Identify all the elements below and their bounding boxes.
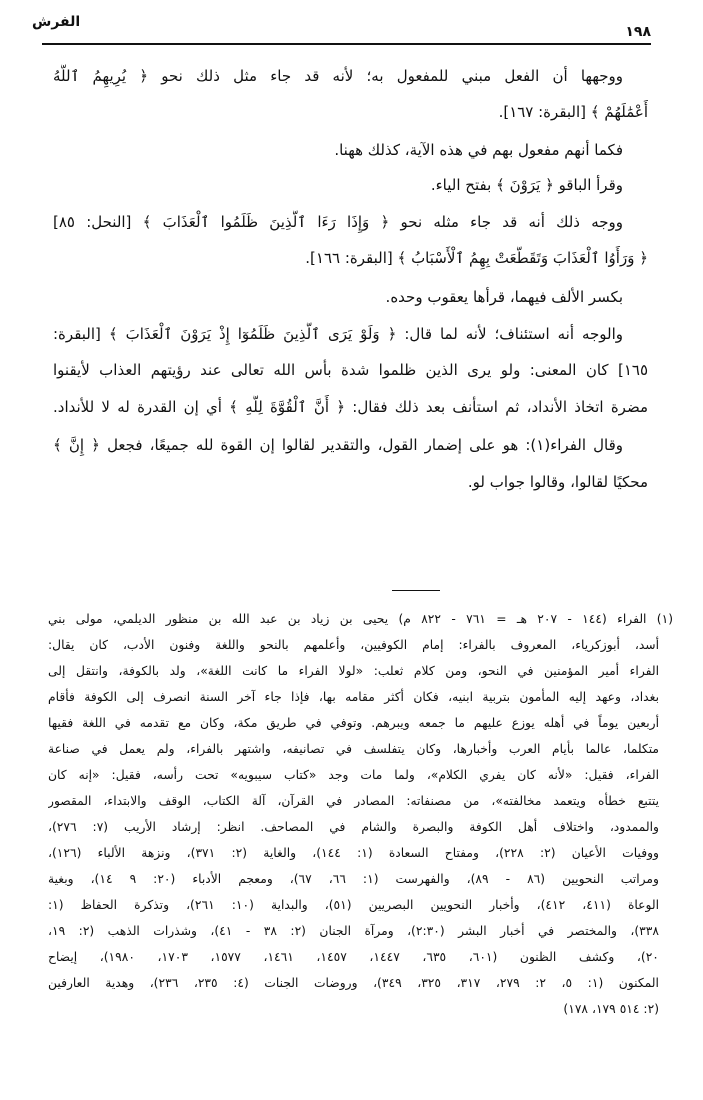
text-line: مضرة اتخاذ الأنداد، ثم استأنف بعد ذلك فقال: ﴿ أَنَّ ٱلْقُوَّةَ لِلَّهِ ﴾ أي إن القدرة له لا للأنداد.: [53, 398, 648, 416]
footnote-separator: [392, 590, 440, 591]
text-line: والوجه أنه استئناف؛ لأنه لما قال: ﴿ وَلَوْ يَرَى ٱلَّذِينَ ظَلَمُوٓا إِذْ يَرَوْنَ ٱلْعَذَابَ ﴾ [البقرة:: [53, 325, 623, 343]
footnote-line: ٣٣٨)، والمختصر في أخبار البشر (٢:٣٠)، ومرآة الجنان (٢: ٣٨ - ٤١)، وشذرات الذهب (٢: ١٩،: [48, 924, 659, 938]
footnote-line: (١) الفراء (١٤٤ - ٢٠٧ هـ = ٧٦١ - ٨٢٢ م) يحيى بن زياد بن عبد الله بن منظور الديلمي، مولى بني: [48, 612, 673, 626]
footnote-line: ومراتب النحويين (٨٦ - ٨٩)، والفهرست (١: ٦٦، ٦٧)، ومعجم الأدباء (٢٠: ٩ ١٤)، وبغية: [48, 872, 659, 886]
text-line: بكسر الألف فيهما، قرأها يعقوب وحده.: [385, 288, 623, 306]
footnote-line: المكنون (١: ٥، ٢: ٢٧٩، ٣١٧، ٣٢٥، ٣٤٩)، وروضات الجنات (٤: ٢٣٥، ٢٣٦)، وهدية العارفين: [48, 976, 659, 990]
header-rule: [42, 43, 651, 45]
text-line: ﴿ وَرَأَوُا ٱلْعَذَابَ وَتَقَطَّعَتْ بِهِمُ ٱلْأَسْبَابُ ﴾ [البقرة: ١٦٦].: [305, 249, 648, 267]
footnote-line: الفراء أمير المؤمنين في النحو، ومن كلام ثعلب: «لولا الفراء ما كانت اللغة»، ولد بالكوفة، وانتقل إلى: [48, 664, 659, 678]
text-line: ووجه ذلك أنه قد جاء مثله نحو ﴿ وَإِذَا رَءَا ٱلَّذِينَ ظَلَمُوا ٱلْعَذَابَ ﴾ [النحل: ٨٥]: [53, 213, 623, 231]
footnote-line: أربعين يوماً في أهله يوزع عليهم ما جمعه ويبرهم. وتوفي في طريق مكة، وكان مع تقدمه في اللغة فقيها: [48, 716, 659, 730]
footnote-line: الفراء، فقيل: «لأنه كان يفري الكلام»، ولما مات وجد «كتاب سيبويه» تحت رأسه، فقيل: «إنه كان: [48, 768, 659, 782]
footnote-line: والممدود، واختلاف أهل الكوفة والبصرة والشام في المصاحف. انظر: إرشاد الأريب (٧: ٢٧٦)،: [48, 820, 659, 834]
footnote-line: (٢: ٥١٤ ١٧٩، ١٧٨): [563, 1002, 659, 1016]
text-line: ١٦٥] كان المعنى: ولو يرى الذين ظلموا شدة بأس الله تعالى عند رؤيتهم العذاب لأيقنوا: [53, 361, 648, 379]
footnote-line: يتتبع خطأه ويتعمد مخالفته»، من مصنفاته: المصادر في القرآن، آلة الكتاب، الوقف والابتداء، المقصور: [48, 794, 659, 808]
chapter-title: الفرش: [32, 14, 81, 30]
text-line: وقال الفراء(١): هو على إضمار القول، والتقدير لقالوا إن القوة لله جميعًا، فجعل ﴿ إِنَّ ﴾: [53, 436, 623, 454]
text-line: فكما أنهم مفعول بهم في هذه الآية، كذلك ههنا.: [334, 141, 623, 159]
text-line: أَعْمَٰلَهُمْ ﴾ [البقرة: ١٦٧].: [498, 103, 648, 121]
footnote-line: بغداد، وعهد إليه المأمون بتربية ابنيه، فكان أكثر مقامه بها، فإذا جاء آخر السنة انصرف إلى الكوفة فأقام: [48, 690, 659, 704]
footnote-line: ووفيات الأعيان (٢: ٢٢٨)، ومفتاح السعادة (١: ١٤٤)، والغاية (٢: ٣٧١)، ونزهة الألباء (١٢٦)،: [48, 846, 659, 860]
footnote-line: أسد، أبوزكرياء، المعروف بالفراء: إمام الكوفيين، وأعلمهم بالنحو واللغة وفنون الأدب، كان يقال:: [48, 638, 659, 652]
footnote-line: الوعاة (٤١١، ٤١٢)، وأخبار النحويين البصريين (٥١)، والبداية (١٠: ٢٦١)، وتذكرة الحفاظ (١:: [48, 898, 659, 912]
text-line: ووجهها أن الفعل مبني للمفعول به؛ لأنه قد جاء مثل ذلك نحو ﴿ يُرِيهِمُ ٱللَّهُ: [53, 67, 623, 85]
text-line: وقرأ الباقو ﴿ يَرَوْنَ ﴾ بفتح الياء.: [430, 176, 623, 194]
footnote-line: متكلما، عالما بأيام العرب وأخبارها، وكان يتفلسف في تصانيفه، واشتهر بالفراء، ولم يعمل في صناعة: [48, 742, 659, 756]
text-line: محكيًا لقالوا، وقالوا جواب لو.: [467, 473, 648, 491]
page-number: ١٩٨: [625, 24, 651, 40]
footnote-line: ٢٠)، وكشف الظنون (٦٠١، ٦٣٥، ١٤٤٧، ١٤٥٧، ١٤٦١، ١٥٧٧، ١٧٠٣، ١٩٨٠)، إيضاح: [48, 950, 659, 964]
